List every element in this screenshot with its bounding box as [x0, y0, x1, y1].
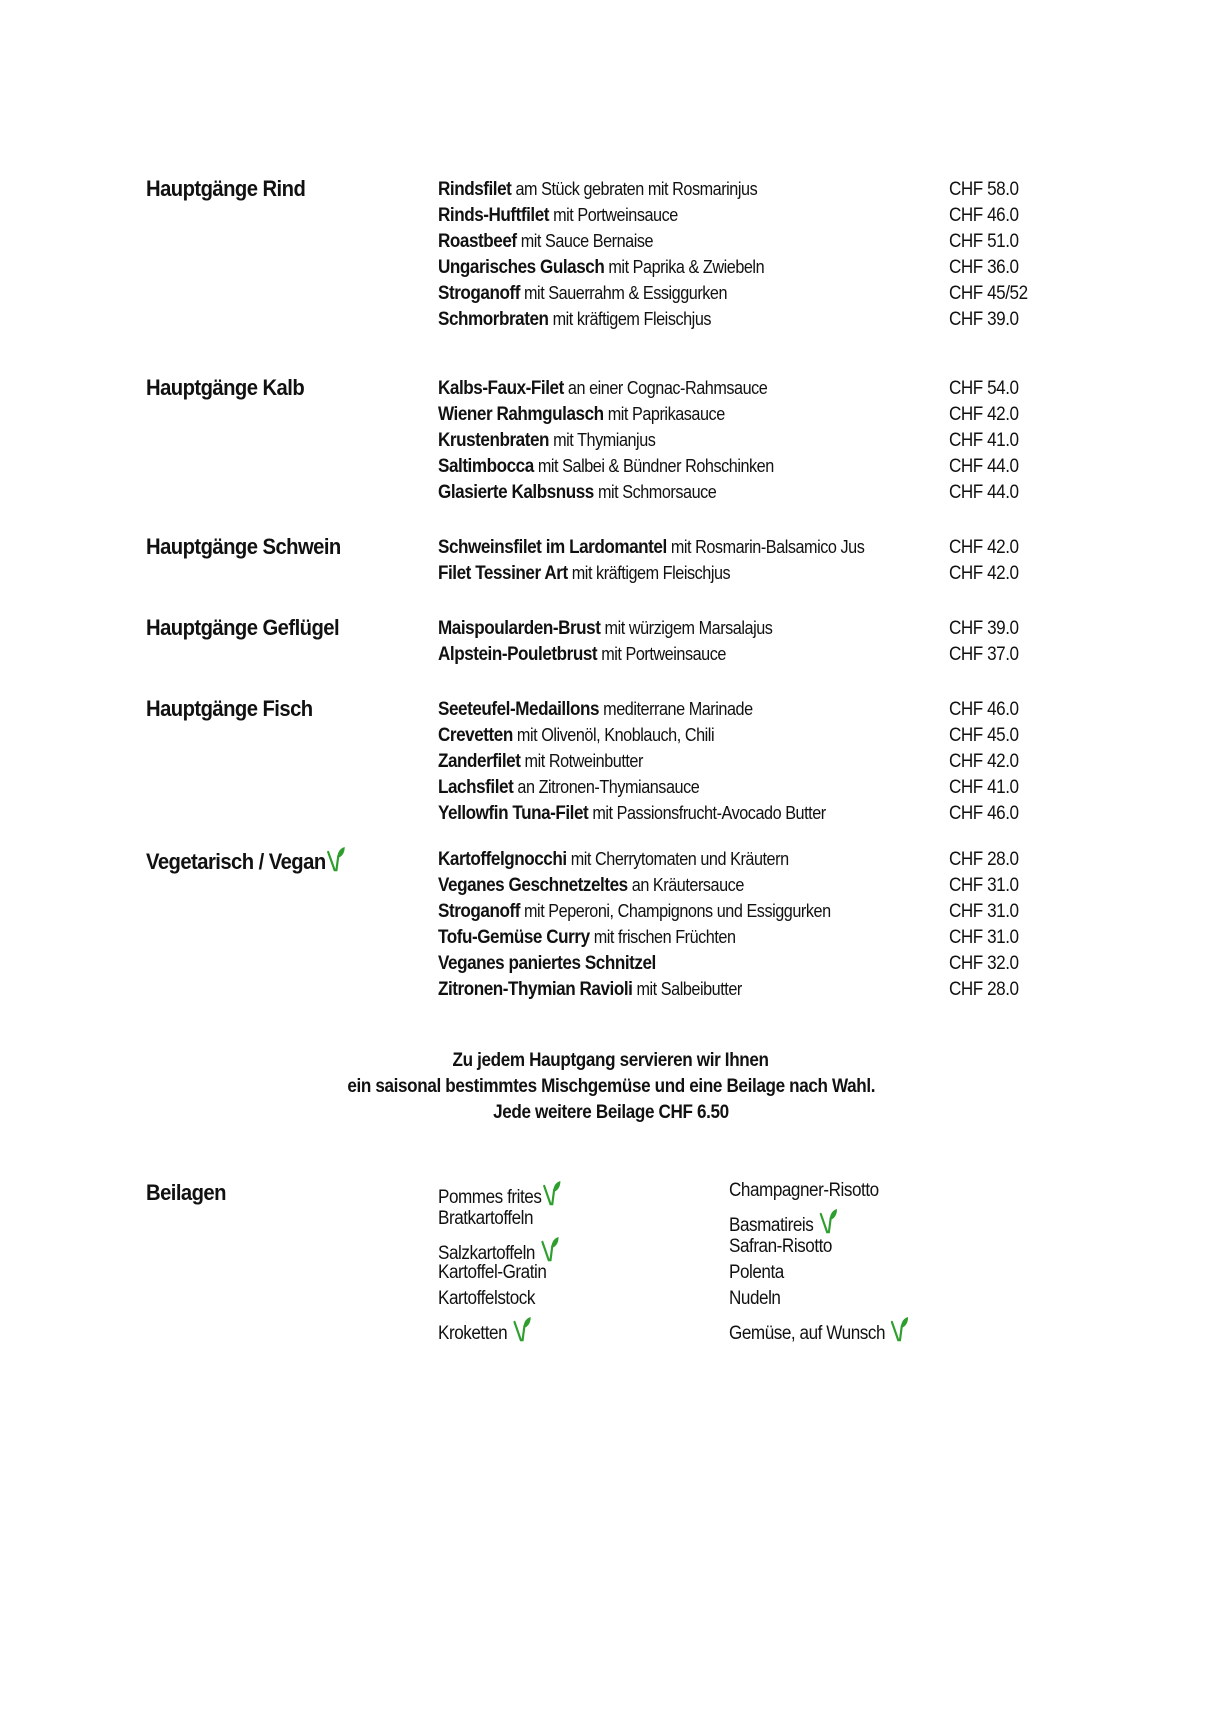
vegan-leaf-icon	[818, 1208, 838, 1234]
item-name: Schweinsfilet im Lardomantel	[438, 537, 667, 558]
section-title-text: Hauptgänge Schwein	[146, 534, 341, 559]
item-name: Kalbs-Faux-Filet	[438, 378, 564, 399]
item-name: Seeteufel-Medaillons	[438, 699, 600, 720]
item-name: Rindsfilet	[438, 179, 512, 200]
vegan-leaf-icon	[890, 1316, 910, 1342]
item-description: mit Schmorsauce	[597, 482, 717, 502]
item-price: CHF 31.0	[949, 901, 1019, 922]
menu-item	[438, 618, 772, 644]
side-dish	[438, 1208, 533, 1230]
note-line-1: Zu jedem Hauptgang servieren wir Ihnen	[452, 1050, 770, 1071]
section-title-text: Hauptgänge Rind	[146, 176, 306, 201]
vegan-leaf-icon	[512, 1316, 532, 1342]
item-name: Schmorbraten	[438, 309, 549, 330]
item-description: mit Portweinsauce	[601, 644, 726, 664]
side-dish-label: Bratkartoffeln	[438, 1208, 534, 1229]
vegan-leaf-icon	[326, 846, 346, 872]
section-title	[146, 375, 304, 401]
item-name: Ungarisches Gulasch	[438, 257, 605, 278]
item-price: CHF 42.0	[949, 404, 1019, 425]
item-price: CHF 32.0	[949, 953, 1019, 974]
item-price: CHF 28.0	[949, 979, 1019, 1000]
menu-item	[438, 430, 655, 456]
side-dish-label: Salzkartoffeln	[438, 1243, 536, 1264]
item-name: Krustenbraten	[438, 430, 550, 451]
item-description: mit würzigem Marsalajus	[604, 618, 773, 638]
note-line-2: ein saisonal bestimmtes Mischgemüse und eine Beilage nach Wahl.	[347, 1076, 875, 1097]
item-name: Crevetten	[438, 725, 513, 746]
side-dish	[729, 1236, 832, 1258]
menu-item	[438, 875, 744, 901]
item-description: mit kräftigem Fleischjus	[552, 309, 712, 329]
item-description: mit frischen Früchten	[593, 927, 736, 947]
side-dish	[729, 1180, 879, 1202]
item-name: Wiener Rahmgulasch	[438, 404, 604, 425]
item-description: mit Sauce Bernaise	[520, 231, 654, 251]
side-dish	[729, 1288, 780, 1310]
section-title-text: Hauptgänge Geflügel	[146, 615, 340, 640]
item-name: Yellowfin Tuna-Filet	[438, 803, 589, 824]
side-dish	[438, 1236, 559, 1265]
item-description: mit Sauerrahm & Essiggurken	[524, 283, 728, 303]
item-price: CHF 46.0	[949, 205, 1019, 226]
item-description: mit Paprikasauce	[607, 404, 725, 424]
item-name: Stroganoff	[438, 283, 520, 304]
menu-item	[438, 849, 789, 875]
item-price: CHF 42.0	[949, 563, 1019, 584]
menu-item	[438, 404, 725, 430]
item-price: CHF 39.0	[949, 618, 1019, 639]
item-price: CHF 44.0	[949, 456, 1019, 477]
item-price: CHF 46.0	[949, 699, 1019, 720]
item-description: mit Rosmarin-Balsamico Jus	[670, 537, 865, 557]
side-dish-label: Basmatireis	[729, 1215, 814, 1236]
side-dish	[438, 1316, 531, 1345]
menu-item	[438, 283, 727, 309]
menu-item	[438, 378, 767, 404]
item-price: CHF 31.0	[949, 875, 1019, 896]
side-dish-label: Nudeln	[729, 1288, 781, 1309]
section-title	[146, 615, 339, 641]
item-description: mit kräftigem Fleischjus	[571, 563, 731, 583]
menu-item	[438, 803, 826, 829]
side-dish-label: Kartoffelstock	[438, 1288, 535, 1309]
menu-item	[438, 979, 742, 1005]
item-description: mit Salbei & Bündner Rohschinken	[537, 456, 774, 476]
item-name: Zanderfilet	[438, 751, 521, 772]
item-price: CHF 45/52	[949, 283, 1028, 304]
menu-item	[438, 563, 730, 589]
item-description: mit Passionsfrucht-Avocado Butter	[592, 803, 826, 823]
item-name: Alpstein-Pouletbrust	[438, 644, 598, 665]
item-name: Saltimbocca	[438, 456, 534, 477]
side-dish-label: Gemüse, auf Wunsch	[729, 1323, 886, 1344]
item-name: Glasierte Kalbsnuss	[438, 482, 594, 503]
item-description: an einer Cognac-Rahmsauce	[567, 378, 768, 398]
item-description: an Kräutersauce	[631, 875, 744, 895]
menu-item	[438, 725, 714, 751]
item-price: CHF 54.0	[949, 378, 1019, 399]
side-dish	[729, 1316, 909, 1345]
vegan-leaf-icon	[541, 1180, 561, 1206]
vegan-leaf-icon	[540, 1236, 560, 1262]
section-title-text: Vegetarisch / Vegan	[146, 849, 326, 874]
item-price: CHF 42.0	[949, 537, 1019, 558]
side-dish	[729, 1208, 838, 1237]
item-price: CHF 46.0	[949, 803, 1019, 824]
item-description: mit Paprika & Zwiebeln	[608, 257, 765, 277]
side-dish	[438, 1180, 561, 1209]
menu-item	[438, 751, 643, 777]
item-price: CHF 28.0	[949, 849, 1019, 870]
side-dish	[729, 1262, 784, 1284]
item-description: mit Portweinsauce	[553, 205, 678, 225]
note-line-3: Jede weitere Beilage CHF 6.50	[493, 1102, 729, 1123]
item-name: Filet Tessiner Art	[438, 563, 568, 584]
item-price: CHF 31.0	[949, 927, 1019, 948]
menu-item	[438, 231, 653, 257]
item-price: CHF 37.0	[949, 644, 1019, 665]
item-description: mediterrane Marinade	[603, 699, 753, 719]
item-price: CHF 44.0	[949, 482, 1019, 503]
item-description: an Zitronen-Thymiansauce	[517, 777, 700, 797]
item-name: Veganes paniertes Schnitzel	[438, 953, 656, 974]
side-dish	[438, 1262, 546, 1284]
item-name: Veganes Geschnetzeltes	[438, 875, 628, 896]
item-description: mit Thymianjus	[553, 430, 656, 450]
item-description: mit Rotweinbutter	[524, 751, 643, 771]
menu-item	[438, 205, 678, 231]
item-description: mit Salbeibutter	[636, 979, 742, 999]
item-description: mit Peperoni, Champignons und Essiggurken	[524, 901, 831, 921]
side-dish-label: Kartoffel-Gratin	[438, 1262, 547, 1283]
side-dish-label: Kroketten	[438, 1323, 508, 1344]
item-name: Lachsfilet	[438, 777, 514, 798]
side-dish	[438, 1288, 535, 1310]
item-price: CHF 39.0	[949, 309, 1019, 330]
menu-item	[438, 179, 757, 205]
item-name: Kartoffelgnocchi	[438, 849, 567, 870]
item-price: CHF 41.0	[949, 777, 1019, 798]
section-title	[146, 534, 341, 560]
item-price: CHF 36.0	[949, 257, 1019, 278]
item-price: CHF 51.0	[949, 231, 1019, 252]
menu-item	[438, 901, 831, 927]
section-title-text: Hauptgänge Fisch	[146, 696, 313, 721]
menu-item	[438, 482, 716, 508]
side-dish-label: Champagner-Risotto	[729, 1180, 879, 1201]
item-description: mit Olivenöl, Knoblauch, Chili	[516, 725, 715, 745]
side-dish-label: Safran-Risotto	[729, 1236, 833, 1257]
item-price: CHF 41.0	[949, 430, 1019, 451]
menu-item	[438, 927, 736, 953]
menu-item	[438, 777, 699, 803]
section-title: Beilagen	[146, 1180, 226, 1205]
menu-item	[438, 537, 864, 563]
item-price: CHF 45.0	[949, 725, 1019, 746]
section-title-text: Hauptgänge Kalb	[146, 375, 305, 400]
side-dish-label: Polenta	[729, 1262, 784, 1283]
menu-item	[438, 953, 656, 979]
menu-item	[438, 309, 711, 335]
menu-item	[438, 644, 726, 670]
item-description: mit Cherrytomaten und Kräutern	[570, 849, 789, 869]
item-price: CHF 58.0	[949, 179, 1019, 200]
item-name: Zitronen-Thymian Ravioli	[438, 979, 633, 1000]
item-price: CHF 42.0	[949, 751, 1019, 772]
item-name: Roastbeef	[438, 231, 517, 252]
menu-item	[438, 257, 764, 283]
menu-item	[438, 699, 753, 725]
item-name: Maispoularden-Brust	[438, 618, 601, 639]
side-dish-note	[0, 1050, 1222, 1128]
menu-item	[438, 456, 774, 482]
section-title	[146, 846, 346, 875]
section-title	[146, 176, 305, 202]
section-title	[146, 696, 313, 722]
item-description: am Stück gebraten mit Rosmarinjus	[515, 179, 758, 199]
side-dish-label: Pommes frites	[438, 1187, 542, 1208]
item-name: Stroganoff	[438, 901, 520, 922]
item-name: Tofu-Gemüse Curry	[438, 927, 590, 948]
item-name: Rinds-Huftfilet	[438, 205, 550, 226]
